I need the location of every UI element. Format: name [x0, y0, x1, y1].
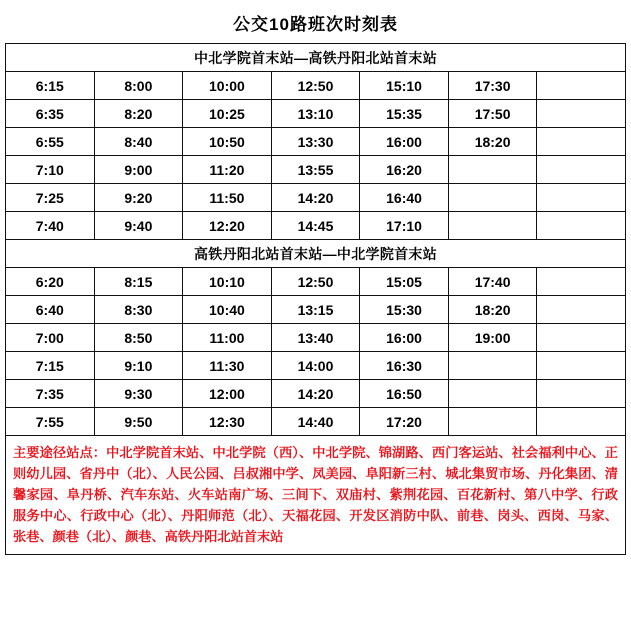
time-cell: 15:30	[360, 296, 449, 324]
table-row	[6, 72, 626, 100]
time-cell	[537, 72, 626, 100]
schedule-table	[5, 43, 626, 436]
time-cell: 8:40	[94, 128, 183, 156]
time-cell: 14:00	[271, 352, 360, 380]
time-cell: 11:20	[183, 156, 272, 184]
time-cell	[448, 156, 537, 184]
time-cell: 12:20	[183, 212, 272, 240]
time-cell: 9:20	[94, 184, 183, 212]
time-cell: 10:00	[183, 72, 272, 100]
time-cell: 15:35	[360, 100, 449, 128]
section-heading-outbound: 中北学院首末站—高铁丹阳北站首末站	[6, 44, 626, 72]
time-cell: 14:45	[271, 212, 360, 240]
time-cell: 16:20	[360, 156, 449, 184]
time-cell	[537, 100, 626, 128]
time-cell: 17:50	[448, 100, 537, 128]
time-cell: 10:25	[183, 100, 272, 128]
time-cell: 17:40	[448, 268, 537, 296]
table-row	[6, 212, 626, 240]
route-stops-note: 主要途径站点：中北学院首末站、中北学院（西）、中北学院、锦湖路、西门客运站、社会福利中心、正则幼儿园、省丹中（北）、人民公园、吕叔湘中学、凤美园、阜阳新三村、城北集贸市场、丹化集团、清馨家园、阜丹桥、汽车东站、火车站南广场、三间下、双庙村、紫荆花园、百花新村、第八中学、行政服务中心、行政中心（北）、丹阳师范（北）、天福花园、开发区消防中队、前巷、岗头、西岗、马家、张巷、颜巷（北）、颜巷、高铁丹阳北站首末站	[5, 436, 626, 555]
time-cell: 12:00	[183, 380, 272, 408]
time-cell: 8:50	[94, 324, 183, 352]
time-cell: 16:40	[360, 184, 449, 212]
section-heading-row	[6, 44, 626, 72]
section-heading-row	[6, 240, 626, 268]
table-row	[6, 156, 626, 184]
time-cell: 7:15	[6, 352, 95, 380]
time-cell	[448, 184, 537, 212]
time-cell	[537, 268, 626, 296]
time-cell: 6:35	[6, 100, 95, 128]
time-cell: 12:50	[271, 72, 360, 100]
time-cell	[448, 408, 537, 436]
time-cell: 8:15	[94, 268, 183, 296]
time-cell: 17:20	[360, 408, 449, 436]
time-cell: 14:20	[271, 184, 360, 212]
time-cell: 7:10	[6, 156, 95, 184]
time-cell: 6:20	[6, 268, 95, 296]
time-cell: 13:30	[271, 128, 360, 156]
time-cell	[537, 156, 626, 184]
time-cell: 11:50	[183, 184, 272, 212]
time-cell: 8:00	[94, 72, 183, 100]
time-cell: 13:55	[271, 156, 360, 184]
time-cell: 7:40	[6, 212, 95, 240]
time-cell: 8:30	[94, 296, 183, 324]
time-cell: 17:10	[360, 212, 449, 240]
time-cell	[537, 212, 626, 240]
time-cell	[537, 324, 626, 352]
time-cell	[537, 352, 626, 380]
time-cell: 18:20	[448, 128, 537, 156]
time-cell: 6:15	[6, 72, 95, 100]
time-cell: 17:30	[448, 72, 537, 100]
table-row	[6, 128, 626, 156]
time-cell: 13:10	[271, 100, 360, 128]
time-cell: 15:10	[360, 72, 449, 100]
time-cell	[448, 380, 537, 408]
time-cell: 9:00	[94, 156, 183, 184]
time-cell: 16:30	[360, 352, 449, 380]
time-cell: 12:50	[271, 268, 360, 296]
time-cell: 10:10	[183, 268, 272, 296]
time-cell: 9:40	[94, 212, 183, 240]
table-row	[6, 324, 626, 352]
time-cell	[537, 184, 626, 212]
table-row	[6, 380, 626, 408]
time-cell: 13:40	[271, 324, 360, 352]
time-cell: 12:30	[183, 408, 272, 436]
time-cell: 13:15	[271, 296, 360, 324]
time-cell: 15:05	[360, 268, 449, 296]
time-cell	[448, 352, 537, 380]
time-cell: 8:20	[94, 100, 183, 128]
time-cell	[448, 212, 537, 240]
time-cell: 11:30	[183, 352, 272, 380]
time-cell: 10:40	[183, 296, 272, 324]
time-cell: 6:40	[6, 296, 95, 324]
time-cell	[537, 296, 626, 324]
page-title: 公交10路班次时刻表	[233, 15, 398, 34]
table-row	[6, 268, 626, 296]
time-cell: 16:00	[360, 324, 449, 352]
section-heading-inbound: 高铁丹阳北站首末站—中北学院首末站	[6, 240, 626, 268]
time-cell: 19:00	[448, 324, 537, 352]
table-row	[6, 184, 626, 212]
time-cell	[537, 408, 626, 436]
time-cell: 11:00	[183, 324, 272, 352]
table-row	[6, 408, 626, 436]
time-cell: 9:50	[94, 408, 183, 436]
time-cell: 7:55	[6, 408, 95, 436]
table-row	[6, 352, 626, 380]
time-cell: 9:10	[94, 352, 183, 380]
table-row	[6, 100, 626, 128]
time-cell: 14:40	[271, 408, 360, 436]
time-cell: 6:55	[6, 128, 95, 156]
time-cell: 16:50	[360, 380, 449, 408]
time-cell: 7:25	[6, 184, 95, 212]
time-cell: 14:20	[271, 380, 360, 408]
table-row	[6, 296, 626, 324]
time-cell: 18:20	[448, 296, 537, 324]
time-cell	[537, 380, 626, 408]
time-cell: 10:50	[183, 128, 272, 156]
time-cell: 9:30	[94, 380, 183, 408]
time-cell: 16:00	[360, 128, 449, 156]
time-cell: 7:00	[6, 324, 95, 352]
time-cell: 7:35	[6, 380, 95, 408]
time-cell	[537, 128, 626, 156]
